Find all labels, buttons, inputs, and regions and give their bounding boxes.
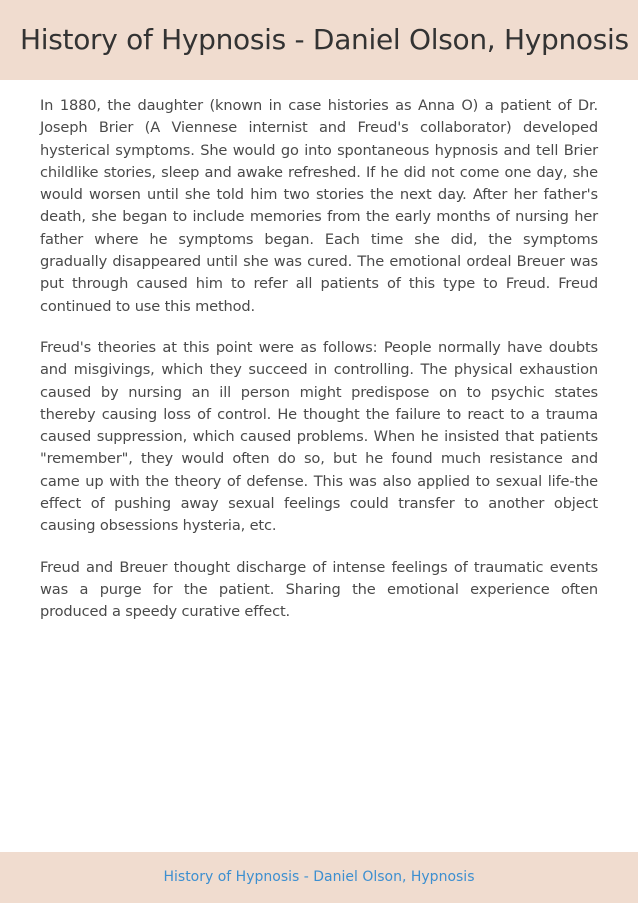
paragraph-discharge: Freud and Breuer thought discharge of intense feelings of traumatic events was a purge for the patient. Sharing the emotional experience often produced a speedy curative effect.: [40, 558, 598, 621]
document-body: [40, 95, 598, 643]
paragraph-freud-theories: Freud's theories at this point were as follows: People normally have doubts and misgivings, which they succeed in controlling. The physical exhaustion caused by nursing an ill person might predispose on to psychic states thereby causing loss of control. He thought the failure to react to a trauma caused suppression, which caused problems. When he insisted that patients "remember", they would often do so, but he found much resistance and came up with the theory of defense. This was also applied to sexual life-the effect of pushing away sexual feelings could transfer to another object causing obsessions hysteria, etc.: [40, 338, 598, 535]
footer-link[interactable]: History of Hypnosis - Daniel Olson, Hypnosis: [163, 869, 475, 885]
page-title: History of Hypnosis - Daniel Olson, Hypnosis: [20, 23, 629, 56]
page-footer: [0, 852, 638, 903]
page-header: [0, 0, 638, 80]
paragraph-anna-o: In 1880, the daughter (known in case histories as Anna O) a patient of Dr. Joseph Brier (A Viennese internist and Freud's collaborator) developed hysterical symptoms. She would go into spontaneous hypnosis and tell Brier childlike stories, sleep and awake refreshed. If he did not come one day, she would worsen until she told him two stories the next day. After her father's death, she began to include memories from the early months of nursing her father where he symptoms began. Each time she did, the symptoms gradually disappeared until she was cured. The emotional ordeal Breuer was put through caused him to refer all patients of this type to Freud. Freud continued to use this method.: [40, 97, 598, 315]
